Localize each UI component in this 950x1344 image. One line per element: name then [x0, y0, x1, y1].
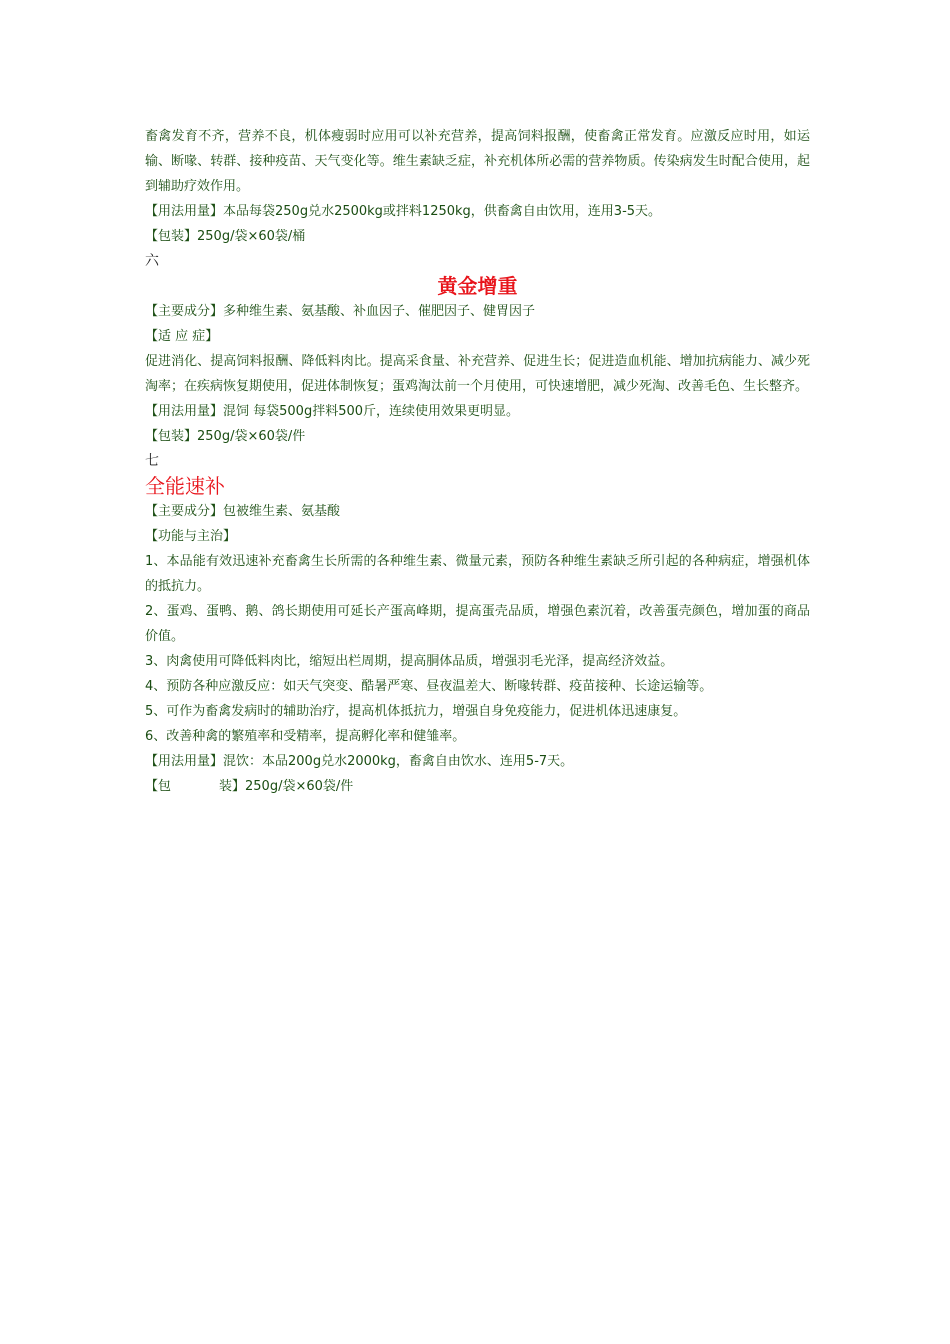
section5-usage: 【用法用量】本品每袋250g兑水2500kg或拌料1250kg，供畜禽自由饮用，连用3-5天。 [145, 204, 662, 219]
section7-package-prefix: 【包 [145, 779, 172, 794]
section6-package: 【包装】250g/袋×60袋/件 [145, 429, 306, 444]
section6-number: 六 [145, 253, 159, 269]
section7-usage: 【用法用量】混饮：本品200g兑水2000kg，畜禽自由饮水、连用5-7天。 [145, 754, 574, 769]
section7-function-label: 【功能与主治】 [145, 529, 237, 544]
section6-ingredients: 【主要成分】多种维生素、氨基酸、补血因子、催肥因子、健胃因子 [145, 304, 536, 319]
document-page [145, 124, 810, 799]
section7-item-5: 5、可作为畜禽发病时的辅助治疗，提高机体抵抗力，增强自身免疫能力，促进机体迅速康复。 [145, 704, 687, 719]
section5-description: 畜禽发育不齐，营养不良，机体瘦弱时应用可以补充营养，提高饲料报酬，使畜禽正常发育。应激反应时用，如运输、断喙、转群、接种疫苗、天气变化等。维生素缺乏症，补充机体所必需的营养物质。传染病发生时配合使用，起到辅助疗效作用。 [145, 129, 810, 194]
section7-package [145, 774, 810, 799]
section6-title: 黄金增重 [437, 274, 518, 298]
section7-number: 七 [145, 453, 159, 469]
section7-item-1: 1、本品能有效迅速补充畜禽生长所需的各种维生素、微量元素，预防各种维生素缺乏所引起的各种病症，增强机体的抵抗力。 [145, 554, 810, 594]
section7-item-6: 6、改善种禽的繁殖率和受精率，提高孵化率和健雏率。 [145, 729, 466, 744]
section7-title: 全能速补 [145, 474, 225, 498]
section6-usage: 【用法用量】混饲 每袋500g拌料500斤，连续使用效果更明显。 [145, 404, 520, 419]
section7-ingredients: 【主要成分】包被维生素、氨基酸 [145, 504, 341, 519]
section6-indication: 促进消化、提高饲料报酬、降低料肉比。提高采食量、补充营养、促进生长；促进造血机能、增加抗病能力、减少死淘率；在疾病恢复期使用，促进体制恢复；蛋鸡淘汰前一个月使用，可快速增肥，减少死淘、改善毛色、生长整齐。 [145, 354, 810, 394]
section7-package-suffix: 装】250g/袋×60袋/件 [219, 779, 354, 794]
section7-item-3: 3、肉禽使用可降低料肉比，缩短出栏周期，提高胴体品质，增强羽毛光泽，提高经济效益。 [145, 654, 674, 669]
section5-package: 【包装】250g/袋×60袋/桶 [145, 229, 306, 244]
section7-item-2: 2、蛋鸡、蛋鸭、鹅、鸽长期使用可延长产蛋高峰期，提高蛋壳品质，增强色素沉着，改善蛋壳颜色，增加蛋的商品价值。 [145, 604, 810, 644]
section7-item-4: 4、预防各种应激反应：如天气突变、酷暑严寒、昼夜温差大、断喙转群、疫苗接种、长途运输等。 [145, 679, 713, 694]
section6-indication-label: 【适 应 症】 [145, 329, 219, 344]
